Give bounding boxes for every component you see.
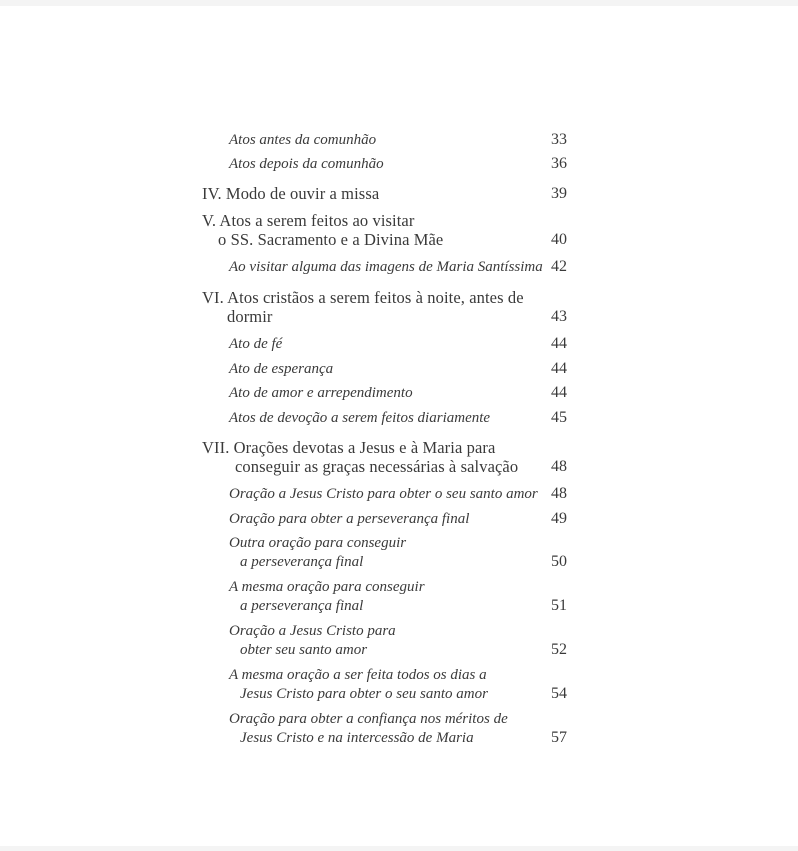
toc-entry-title: Oração para obter a perseverança final [229, 511, 470, 527]
toc-entry-page: 54 [551, 685, 567, 702]
toc-entry-title-continued: obter seu santo amor [240, 642, 368, 658]
toc-entry-title-continued: a perseverança final [240, 554, 364, 570]
table-of-contents [0, 6, 798, 846]
toc-entry-title: Oração a Jesus Cristo para [229, 623, 396, 639]
toc-entry-page: 36 [551, 155, 567, 172]
toc-entry-title-continued: conseguir as graças necessárias à salvação [235, 457, 519, 476]
toc-entry-title: Ao visitar alguma das imagens de Maria Santíssima [229, 259, 543, 275]
toc-entry-title: Ato de amor e arrependimento [229, 385, 413, 401]
toc-entry-title: Oração a Jesus Cristo para obter o seu santo amor [229, 486, 538, 502]
toc-entry-title: Ato de esperança [229, 361, 334, 377]
toc-entry-page: 43 [551, 308, 567, 325]
toc-entry-page: 51 [551, 597, 567, 614]
toc-entry-page: 49 [551, 510, 567, 527]
toc-entry-title-continued: Jesus Cristo e na intercessão de Maria [240, 730, 474, 746]
toc-entry-title: A mesma oração para conseguir [229, 579, 425, 595]
toc-entry-page: 44 [551, 384, 567, 401]
toc-entry-title-continued: o SS. Sacramento e a Divina Mãe [218, 230, 444, 249]
toc-entry-page: 40 [551, 231, 567, 248]
book-page [0, 6, 798, 846]
toc-entry-page: 45 [551, 409, 567, 426]
toc-entry-page: 44 [551, 335, 567, 352]
toc-entry-title-continued: Jesus Cristo para obter o seu santo amor [240, 686, 488, 702]
toc-entry-title: VII. Orações devotas a Jesus e à Maria para [202, 438, 496, 457]
toc-entry-page: 48 [551, 485, 567, 502]
toc-entry-page: 42 [551, 258, 567, 275]
toc-entry-page: 33 [551, 131, 567, 148]
toc-entry-title: Atos antes da comunhão [229, 132, 377, 148]
toc-entry-title: Atos depois da comunhão [229, 156, 384, 172]
toc-entry-page: 57 [551, 729, 567, 746]
toc-entry-title: Atos de devoção a serem feitos diariamente [229, 410, 491, 426]
toc-entry-title-continued: dormir [227, 307, 273, 326]
toc-entry-page: 50 [551, 553, 567, 570]
toc-entry-title: Ato de fé [229, 336, 283, 352]
toc-entry-title-continued: a perseverança final [240, 598, 364, 614]
toc-entry-page: 48 [551, 458, 567, 475]
toc-entry-title: Outra oração para conseguir [229, 535, 407, 551]
toc-entry-title: IV. Modo de ouvir a missa [202, 184, 380, 203]
toc-entry-title: V. Atos a serem feitos ao visitar [202, 211, 415, 230]
toc-entry-title: VI. Atos cristãos a serem feitos à noite, antes de [202, 288, 524, 307]
toc-entry-page: 52 [551, 641, 567, 658]
toc-entry-title: Oração para obter a confiança nos méritos de [229, 711, 508, 727]
toc-entry-title: A mesma oração a ser feita todos os dias a [229, 667, 487, 683]
toc-entry-page: 39 [551, 185, 567, 202]
toc-entry-page: 44 [551, 360, 567, 377]
